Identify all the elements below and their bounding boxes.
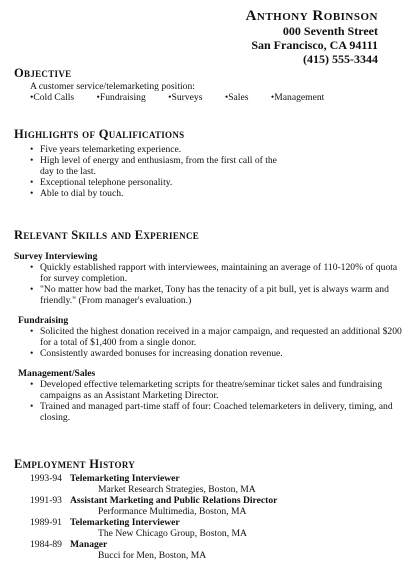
objective-section [14,66,344,103]
job-role: Telemarketing Interviewer [70,473,180,484]
list-item: • Five years telemarketing experience. [30,144,284,155]
job-role: Manager [70,539,108,550]
job-years: 1984-89 [30,539,62,550]
job-entry [30,473,406,484]
job-company: The New Chicago Group, Boston, MA [98,528,247,539]
phone-number: (415) 555-3344 [303,52,378,66]
job-role: Assistant Marketing and Public Relations Director [70,495,278,506]
survey-list [14,262,406,306]
job-company: Market Research Strategies, Boston, MA [98,484,256,495]
job-entry [30,495,406,506]
list-item: • Able to dial by touch. [30,188,284,199]
job-years: 1993-94 [30,473,62,484]
objective-item: •Management [270,92,325,103]
job-list [14,473,406,561]
objective-item: •Cold Calls [30,92,75,103]
section-title-employment: Employment History [14,457,136,471]
street-address: 000 Seventh Street [282,24,378,38]
list-item: • Quickly established rapport with interviewees, maintaining an average of 110-120% of quota for survey completion. [30,262,406,284]
job-role: Telemarketing Interviewer [70,517,180,528]
employment-section [14,457,406,561]
section-title-skills: Relevant Skills and Experience [14,228,200,242]
highlights-list [14,144,284,199]
list-item: • Solicited the highest donation received in a major campaign, and requested an additional $200 for a total of $1,400 from a single donor. [30,326,406,348]
objective-item: •Surveys [168,92,203,103]
resume-header [246,8,378,66]
section-title-highlights: Highlights of Qualifications [14,127,185,141]
objective-items [14,92,344,103]
subheading-management: Management/Sales [18,368,96,379]
job-company: Bucci for Men, Boston, MA [98,550,207,561]
job-years: 1989-91 [30,517,62,528]
list-item: • "No matter how bad the market, Tony has the tenacity of a pit bull, yet is always warm and friendly." (From manager's evaluation.) [30,284,406,306]
city-state-zip: San Francisco, CA 94111 [251,38,378,52]
subheading-fundraising: Fundraising [18,315,69,326]
list-item: • Consistently awarded bonuses for increasing donation revenue. [30,348,406,359]
section-title-objective: Objective [14,66,72,80]
highlights-section [14,127,284,199]
objective-item: •Sales [224,92,249,103]
list-item: • High level of energy and enthusiasm, from the first call of the day to the last. [30,155,284,177]
skills-section [14,228,406,423]
job-entry [30,517,406,528]
list-item: • Developed effective telemarketing scripts for theatre/seminar ticket sales and fundraising campaigns as an Assistant Marketing Director. [30,379,406,401]
job-company: Performance Multimedia, Boston, MA [98,506,247,517]
fundraising-list [14,326,406,359]
objective-item: •Fundraising [96,92,146,103]
job-entry [30,539,406,550]
objective-line: A customer service/telemarketing position: [30,81,195,92]
job-years: 1991-93 [30,495,62,506]
candidate-name: Anthony Robinson [245,8,378,24]
management-list [14,379,406,423]
list-item: • Trained and managed part-time staff of four: Coached telemarketers in delivery, timing, and closing. [30,401,406,423]
list-item: • Exceptional telephone personality. [30,177,284,188]
subheading-survey: Survey Interviewing [14,251,98,262]
